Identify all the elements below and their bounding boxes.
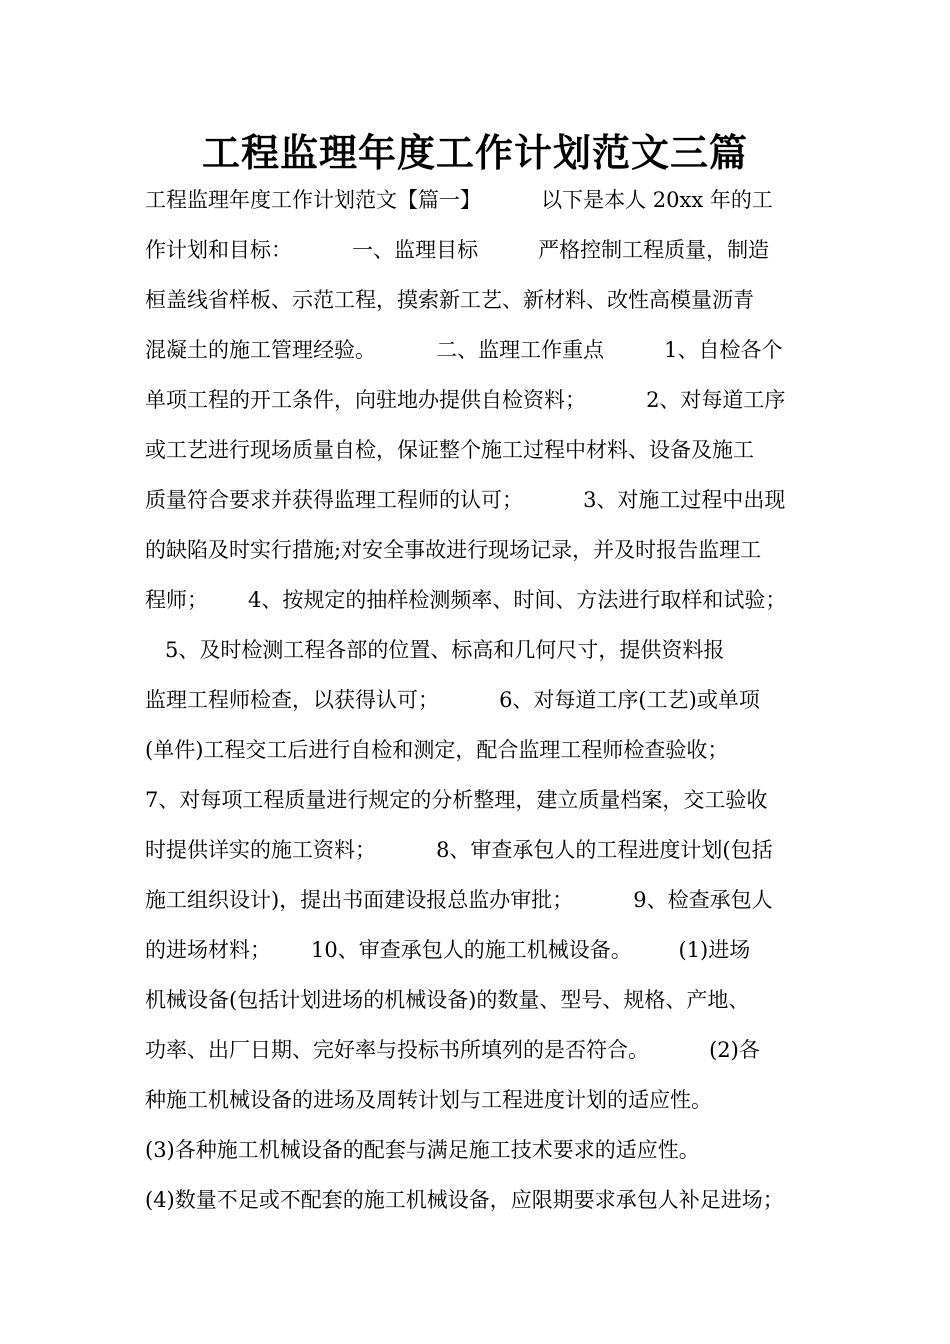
body-line: (单件)工程交工后进行自检和测定，配合监理工程师检查验收； [145,738,729,762]
body-line: 种施工机械设备的进场及周转计划与工程进度计划的适应性。 [145,1088,712,1112]
body-line: 机械设备(包括计划进场的机械设备)的数量、型号、规格、产地、 [145,988,750,1012]
body-line: 混凝土的施工管理经验。 二、监理工作重点 1、自检各个 [145,338,783,362]
body-line: 质量符合要求并获得监理工程师的认可； 3、对施工过程中出现 [145,488,786,512]
body-line: (4)数量不足或不配套的施工机械设备，应限期要求承包人补足进场； [145,1188,784,1212]
body-line: 单项工程的开工条件，向驻地办提供自检资料； 2、对每道工序 [145,388,786,412]
body-line: 7、对每项工程质量进行规定的分析整理，建立质量档案，交工验收 [145,788,768,812]
body-line: 的缺陷及时实行措施;对安全事故进行现场记录，并及时报告监理工 [145,538,762,562]
body-line: 5、及时检测工程各部的位置、标高和几何尺寸，提供资料报 [145,638,725,662]
body-line: 工程监理年度工作计划范文【篇一】 以下是本人 20xx 年的工 [145,188,773,212]
body-line: 作计划和目标： 一、监理目标 严格控制工程质量，制造 [145,238,770,262]
body-line: 的进场材料； 10、审查承包人的施工机械设备。 (1)进场 [145,938,751,962]
body-line: 功率、出厂日期、完好率与投标书所填列的是否符合。 (2)各 [145,1038,760,1062]
body-line: 桓盖线省样板、示范工程，摸索新工艺、新材料、改性高模量沥青 [145,288,754,312]
body-line: 或工艺进行现场质量自检，保证整个施工过程中材料、设备及施工 [145,438,754,462]
body-line: (3)各种施工机械设备的配套与满足施工技术要求的适应性。 [145,1138,700,1162]
document-title: 工程监理年度工作计划范文三篇 [201,131,748,175]
body-line: 监理工程师检查，以获得认可； 6、对每道工序(工艺)或单项 [145,688,760,712]
body-line: 时提供详实的施工资料； 8、审查承包人的工程进度计划(包括 [145,838,773,862]
body-line: 程师； 4、按规定的抽样检测频率、时间、方法进行取样和试验； [145,588,787,612]
body-line: 施工组织设计)，提出书面建设报总监办审批； 9、检查承包人 [145,888,773,912]
